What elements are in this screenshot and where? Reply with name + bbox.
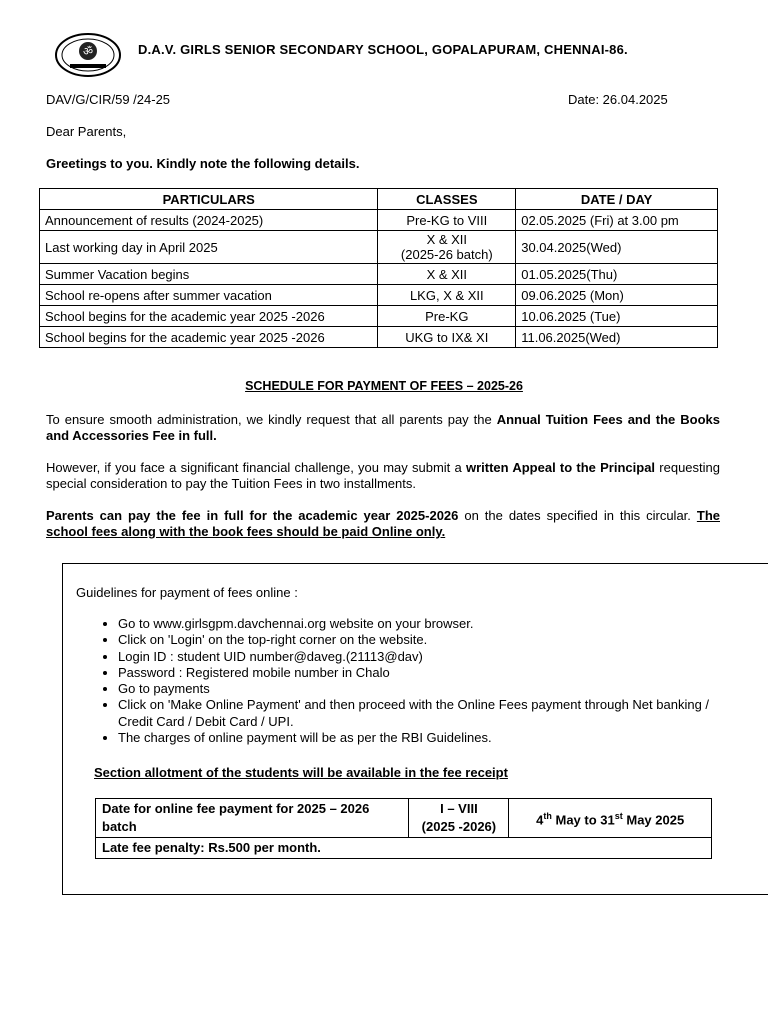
guidelines-list (94, 616, 738, 746)
row-classes (378, 231, 516, 264)
row-particular: School re-opens after summer vacation (40, 285, 378, 306)
schedule-table (39, 188, 718, 348)
row-classes-line2: (2025-26 batch) (400, 247, 493, 262)
row-date: 30.04.2025(Wed) (516, 231, 718, 264)
fees-paragraph-1: To ensure smooth administration, we kindly request that all parents pay the Annual Tuition Fees and the Books and Accessories Fee in full. (46, 412, 720, 443)
salutation: Dear Parents, (46, 124, 127, 139)
school-name: D.A.V. GIRLS SENIOR SECONDARY SCHOOL, GOPALAPURAM, CHENNAI-86. (138, 42, 628, 57)
fees-paragraph-3: Parents can pay the fee in full for the academic year 2025-2026 on the dates specified in this circular. The school fees along with the book fees should be paid Online only. (46, 508, 720, 539)
row-date: 09.06.2025 (Mon) (516, 285, 718, 306)
payment-dates: 4th May to 31st May 2025 (509, 799, 712, 838)
school-logo (54, 32, 122, 78)
col-particulars: PARTICULARS (40, 189, 378, 210)
table-row (40, 306, 718, 327)
row-classes: X & XII (378, 264, 516, 285)
row-particular: Summer Vacation begins (40, 264, 378, 285)
list-item: • Password : Registered mobile number in Chalo (118, 665, 738, 681)
om-symbol: ॐ (82, 45, 94, 58)
row-date: 02.05.2025 (Fri) at 3.00 pm (516, 210, 718, 231)
list-item: • Login ID : student UID number@daveg.(21113@dav) (118, 649, 738, 665)
table-row (40, 231, 718, 264)
circular-date: Date: 26.04.2025 (568, 92, 668, 107)
table-row (96, 838, 712, 859)
table-row (40, 327, 718, 348)
list-item: • Go to payments (118, 681, 738, 697)
col-date: DATE / DAY (516, 189, 718, 210)
row-classes: LKG, X & XII (378, 285, 516, 306)
fees-paragraph-2: However, if you face a significant financial challenge, you may submit a written Appeal to the Principal requesting special consideration to pay the Tuition Fees in two installments. (46, 460, 720, 491)
late-fee: Late fee penalty: Rs.500 per month. (96, 838, 712, 859)
row-particular: Announcement of results (2024-2025) (40, 210, 378, 231)
row-particular: School begins for the academic year 2025 -2026 (40, 327, 378, 348)
payment-label: Date for online fee payment for 2025 – 2026 batch (96, 799, 409, 838)
row-classes: Pre-KG (378, 306, 516, 327)
circular-ref: DAV/G/CIR/59 /24-25 (46, 92, 171, 107)
list-item: • Go to www.girlsgpm.davchennai.org website on your browser. (118, 616, 738, 632)
section-note: Section allotment of the students will be available in the fee receipt (94, 765, 508, 780)
col-classes: CLASSES (378, 189, 516, 210)
table-header-row (40, 189, 718, 210)
row-particular: School begins for the academic year 2025 -2026 (40, 306, 378, 327)
greeting: Greetings to you. Kindly note the following details. (46, 156, 360, 171)
row-classes-line1: X & XII (426, 232, 468, 247)
row-date: 11.06.2025(Wed) (516, 327, 718, 348)
payment-classes: I – VIII (2025 -2026) (409, 799, 509, 838)
row-classes: UKG to IX& XI (378, 327, 516, 348)
list-item: • The charges of online payment will be as per the RBI Guidelines. (118, 730, 738, 746)
row-classes: Pre-KG to VIII (378, 210, 516, 231)
table-row (40, 264, 718, 285)
fees-heading: SCHEDULE FOR PAYMENT OF FEES – 2025-26 (245, 379, 523, 393)
list-item: • Click on 'Login' on the top-right corner on the website. (118, 632, 738, 648)
payment-table (95, 798, 712, 859)
guidelines-title: Guidelines for payment of fees online : (76, 585, 298, 600)
row-date: 10.06.2025 (Tue) (516, 306, 718, 327)
row-date: 01.05.2025(Thu) (516, 264, 718, 285)
table-row (96, 799, 712, 838)
table-row (40, 210, 718, 231)
list-item: • Click on 'Make Online Payment' and then proceed with the Online Fees payment through Net banking / Credit Card / Debit Card / UPI. (118, 697, 738, 730)
row-particular: Last working day in April 2025 (40, 231, 378, 264)
table-row (40, 285, 718, 306)
